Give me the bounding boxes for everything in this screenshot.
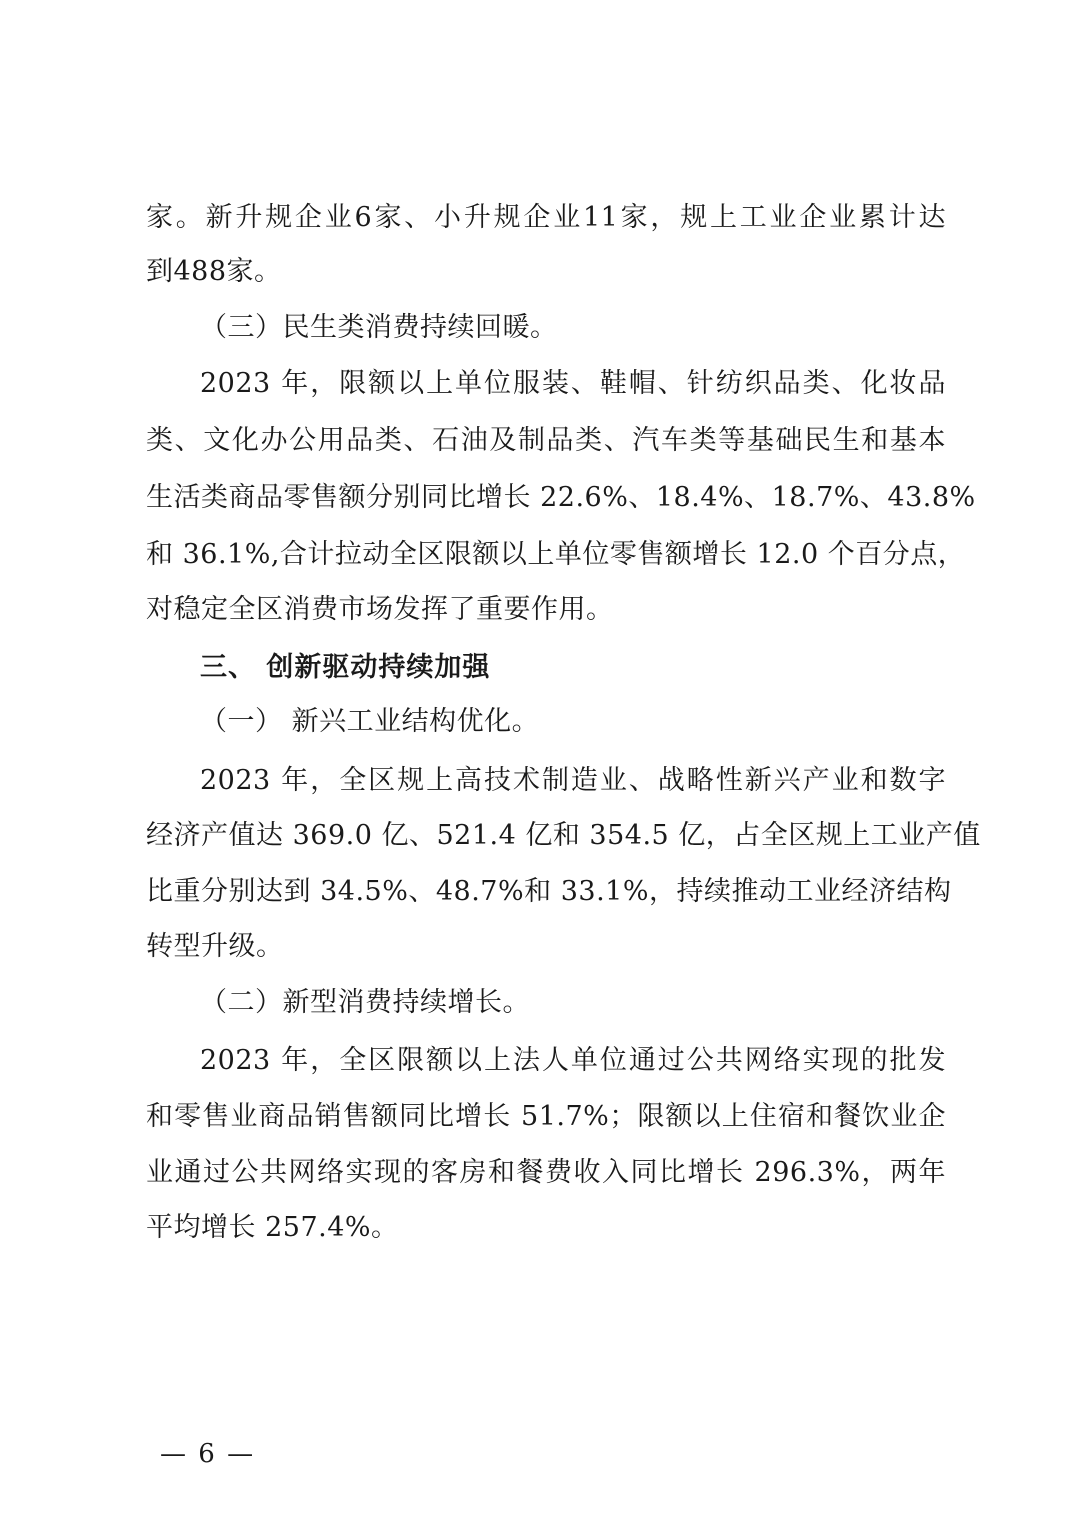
section-subheading: （一） 新兴工业结构优化。 [200,706,540,737]
paragraph-line: 到488家。 [146,256,282,287]
paragraph-line: 对稳定全区消费市场发挥了重要作用。 [146,594,614,625]
paragraph-line: 经济产值达 369.0 亿、521.4 亿和 354.5 亿，占全区规上工业产值 [146,820,981,851]
paragraph-line: 比重分别达到 34.5%、48.7%和 33.1%，持续推动工业经济结构 [146,876,952,907]
section-subheading: （二）新型消费持续增长。 [200,987,530,1018]
paragraph-line: 生活类商品零售额分别同比增长 22.6%、18.4%、18.7%、43.8% [146,482,976,513]
paragraph-line: 和零售业商品销售额同比增长 51.7%；限额以上住宿和餐饮业企 [146,1101,946,1132]
page-number: — 6 — [160,1439,256,1469]
paragraph-line: 类、文化办公用品类、石油及制品类、汽车类等基础民生和基本 [146,425,946,456]
paragraph-line: 2023 年，限额以上单位服装、鞋帽、针纺织品类、化妆品 [200,368,946,399]
paragraph-line: 家。新升规企业6家、小升规企业11家，规上工业企业累计达 [146,202,946,233]
section-heading: 三、 创新驱动持续加强 [200,652,491,683]
section-subheading: （三）民生类消费持续回暖。 [200,312,558,343]
paragraph-line: 业通过公共网络实现的客房和餐费收入同比增长 296.3%，两年 [146,1157,946,1188]
paragraph-line: 和 36.1%,合计拉动全区限额以上单位零售额增长 12.0 个百分点， [146,539,966,570]
paragraph-line: 2023 年，全区规上高技术制造业、战略性新兴产业和数字 [200,765,946,796]
paragraph-line: 平均增长 257.4%。 [146,1212,399,1243]
paragraph-line: 转型升级。 [146,931,284,962]
paragraph-line: 2023 年，全区限额以上法人单位通过公共网络实现的批发 [200,1045,946,1076]
